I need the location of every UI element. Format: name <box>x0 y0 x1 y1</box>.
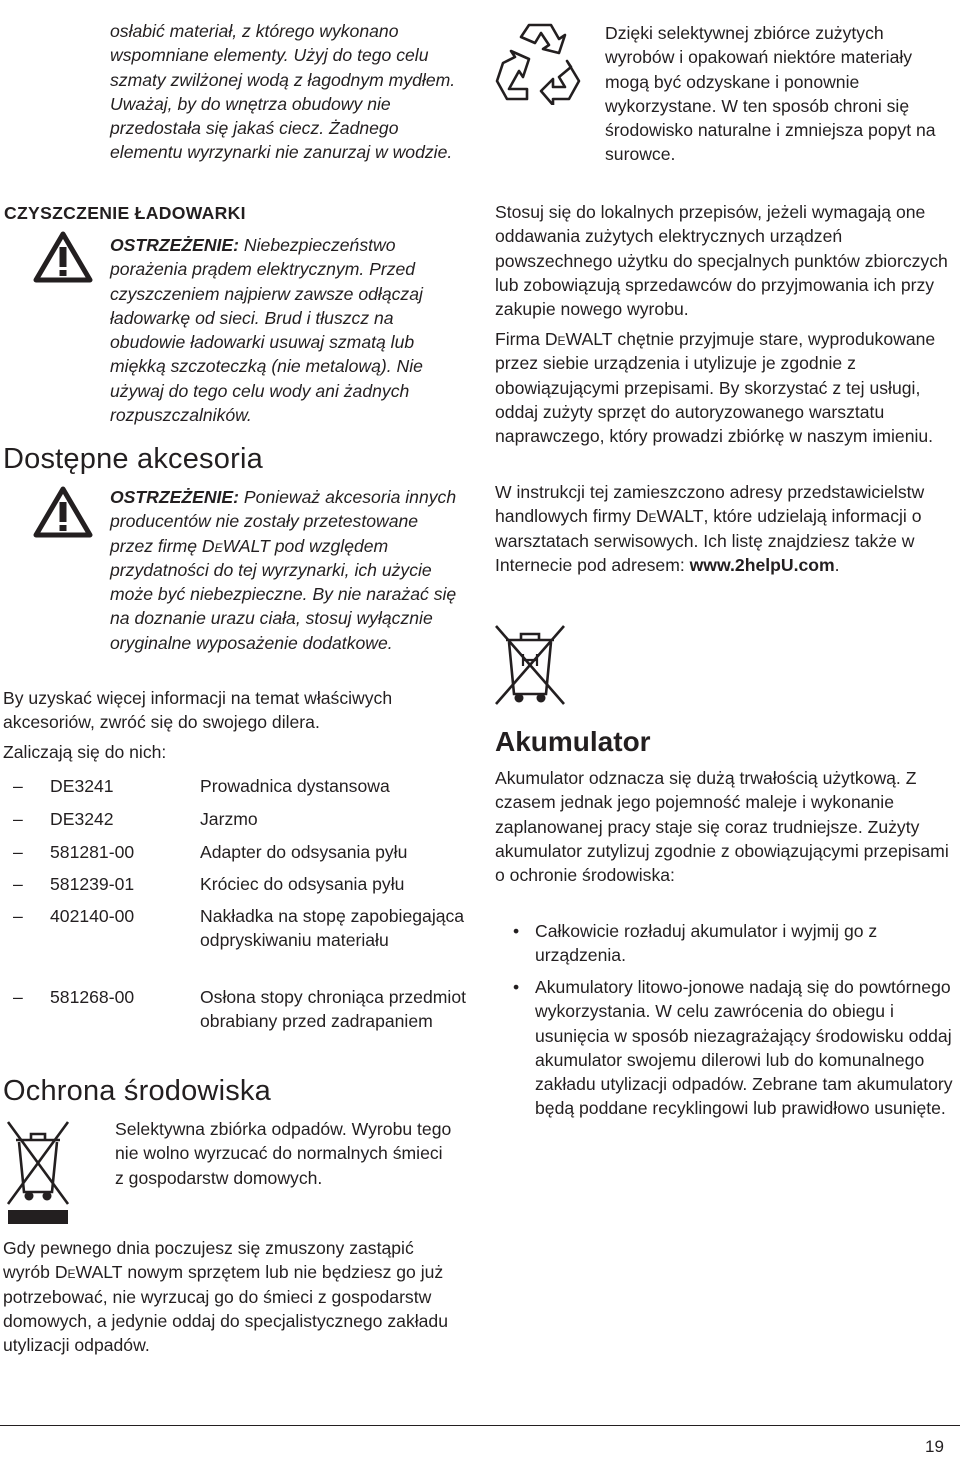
accessory-code: 402140-00 <box>50 906 135 926</box>
list-item <box>10 872 480 896</box>
accessory-code: 581239-01 <box>50 874 135 894</box>
brand-name: DeWALT <box>544 329 613 349</box>
dash-marker: – <box>13 874 23 894</box>
recycle-text: Dzięki selektywnej zbiórce zużytych wyrobów i opakowań niektóre materiały mogą być odzyskane i ponownie wykorzystane. W ten sposób chroni się środowisko naturalne i zmniejsza popyt na surowce. <box>605 23 936 165</box>
warning-triangle-icon <box>33 231 93 283</box>
warning-label: OSTRZEŻENIE: <box>110 487 240 507</box>
warning-label: OSTRZEŻENIE: <box>110 235 240 255</box>
accessory-description: Nakładka na stopę zapobiegająca odpryskiwaniu materiału <box>200 906 465 951</box>
cleaning-warning-text: Niebezpieczeństwo porażenia prądem elektrycznym. Przed czyszczeniem najpierw zawsze odłączaj ładowarkę od sieci. Brud i tłuszcz na obudowie ładowarki usuwaj szmatą lub miękką szczoteczką (nie metalową). Nie używaj do tego celu wody ani żadnych rozpuszczalników. <box>110 235 423 426</box>
accessory-description: Prowadnica dystansowa <box>200 776 390 796</box>
accessory-description: Osłona stopy chroniąca przedmiot obrabiany przed zadrapaniem <box>200 987 466 1032</box>
cleaning-warning <box>110 233 470 427</box>
list-item <box>10 840 480 864</box>
dash-marker: – <box>13 842 23 862</box>
website-url[interactable]: www.2helpU.com <box>689 554 835 575</box>
environment-heading: Ochrona środowiska <box>3 1075 271 1107</box>
bullet-text: Akumulatory litowo-jonowe nadają się do powtórnego wykorzystania. W celu zawrócenia do obiegu i usunięcia w sposób niezagrażający środowisku oddaj akumulator swojemu dilerowi lub do komunalnego zakładu utylizacji odpadów. Zebrane tam akumulatory będą poddane recyklingowi lub prawidłowo usunięte. <box>535 977 953 1119</box>
accessories-warning-text-1: Ponieważ akcesoria innych producentów nie zostały przetestowane przez firmę <box>110 487 457 556</box>
accessory-code: 581281-00 <box>50 842 135 862</box>
battery-heading: Akumulator <box>495 726 651 757</box>
warning-triangle-icon <box>33 486 93 538</box>
accessory-description: Adapter do odsysania pyłu <box>200 842 408 862</box>
local-rules-text: Stosuj się do lokalnych przepisów, jeżeli wymagają one oddawania zużytych elektrycznych urządzeń powszechnego użytku do specjalnych punktów zbiorczych lub zobowiązują sprzedawców do przyjmowania ich przy zakupie nowego wyrobu. <box>495 202 948 320</box>
accessories-heading: Dostępne akcesoria <box>3 443 263 475</box>
replace-text-2: nowym sprzętem lub nie będziesz go już potrzebować, nie wyrzucaj go do śmieci z gospodarstw domowych, a jedynie oddaj do specjalistycznego zakładu utylizacji odpadów. <box>3 1262 448 1356</box>
recycle-icon <box>493 19 587 105</box>
list-item <box>10 774 480 798</box>
list-item <box>495 975 960 1175</box>
firm-text-2: chętnie przyjmuje stare, wyprodukowane przez siebie urządzenia i utylizuje je zgodnie z obowiązującymi przepisami. By skorzystać z tej usługi, oddaj zużyty sprzęt do autoryzowanego warsztatu naprawczego, który prowadzi zbiórkę w naszym imieniu. <box>495 329 936 447</box>
firm-text-1: Firma <box>495 329 545 349</box>
list-item <box>10 904 480 977</box>
replace-text <box>3 1236 463 1357</box>
list-item <box>495 919 960 969</box>
cleaning-heading: CZYSZCZENIE ŁADOWARKI <box>4 203 246 223</box>
page-number: 19 <box>925 1437 944 1456</box>
brand-name: DeWALT <box>201 535 270 556</box>
instruction-text-1: W instrukcji tej zamieszczono adresy przedstawicielstw handlowych firmy <box>495 482 925 527</box>
list-item <box>10 985 480 1058</box>
crossed-bin-icon <box>6 1118 70 1228</box>
firm-text <box>495 327 957 448</box>
brand-name: DeWALT <box>54 1262 123 1283</box>
dash-marker: – <box>13 809 23 829</box>
list-item <box>10 807 480 831</box>
footer-divider <box>0 1425 960 1426</box>
environment-text: Selektywna zbiórka odpadów. Wyrobu tego nie wolno wyrzucać do normalnych śmieci z gospodarstw domowych. <box>115 1119 452 1188</box>
bullet-marker: • <box>513 977 520 997</box>
accessory-code: 581268-00 <box>50 987 135 1007</box>
battery-text: Akumulator odznacza się dużą trwałością użytkową. Z czasem jednak jego pojemność maleje i wykonanie zaplanowanej pracy staje się coraz trudniejsze. Zużyty akumulator zutylizuj zgodnie z obowiązującymi przepisami o ochronie środowiska: <box>495 768 949 886</box>
crossed-battery-bin-icon <box>492 622 568 708</box>
accessories-list <box>10 774 480 1064</box>
accessory-description: Jarzmo <box>200 809 258 829</box>
instruction-text <box>495 480 957 577</box>
bullet-marker: • <box>513 921 520 941</box>
bullet-text: Całkowicie rozładuj akumulator i wyjmij go z urządzenia. <box>535 921 878 966</box>
instruction-text-2: , które udzielają informacji o warsztatach serwisowych. Ich listę znajdziesz także w Internecie pod adresem: <box>495 506 922 575</box>
accessories-warning <box>110 485 465 655</box>
accessories-warning-text-2: pod względem przydatności do tej wyrzynarki, ich użycie może być niebezpieczne. By nie narażać się na doznanie urazu ciała, stosuj wyłącznie oryginalne wyposażenie dodatkowe. <box>110 535 457 653</box>
accessory-code: DE3242 <box>50 809 114 829</box>
intro-text: osłabić materiał, z którego wykonano wspomniane elementy. Użyj do tego celu szmaty zwilżonej wodą z łagodnym mydłem. Uważaj, by do wnętrza obudowy nie przedostała się jakaś ciecz. Żadnego elementu wyrzynarki nie zanurzaj w wodzie. <box>110 21 456 163</box>
accessory-code: DE3241 <box>50 776 114 796</box>
accessories-list-intro: Zaliczają się do nich: <box>3 742 167 762</box>
instruction-end: . <box>834 554 840 575</box>
battery-bullet-list <box>495 919 960 1179</box>
replace-text-1: Gdy pewnego dnia poczujesz się zmuszony zastąpić wyrób <box>3 1238 414 1283</box>
accessory-description: Króciec do odsysania pyłu <box>200 874 405 894</box>
dash-marker: – <box>13 987 23 1007</box>
accessories-info: By uzyskać więcej informacji na temat właściwych akcesoriów, zwróć się do swojego dilera. <box>3 688 393 733</box>
dash-marker: – <box>13 906 23 926</box>
dash-marker: – <box>13 776 23 796</box>
brand-name: DeWALT <box>635 506 704 527</box>
